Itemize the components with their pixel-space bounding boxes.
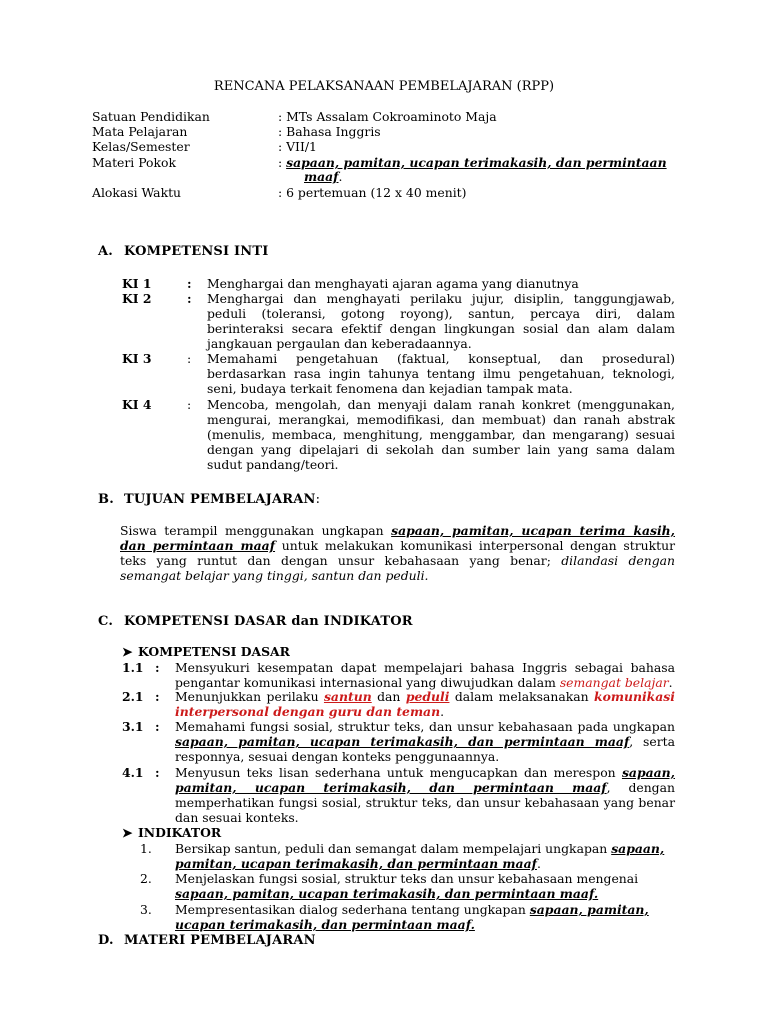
kd-2-1-code: 2.1: [122, 689, 144, 704]
arrow-bullet-icon: ➤: [122, 644, 133, 659]
kd-4-1-colon: :: [155, 765, 160, 780]
value-materi-pokok-line1: : sapaan, pamitan, ucapan terimakasih, dan permintaan: [278, 155, 667, 170]
value-satuan-pendidikan: : MTs Assalam Cokroaminoto Maja: [278, 109, 497, 124]
ki3-code: KI 3: [122, 351, 152, 366]
label-alokasi-waktu: Alokasi Waktu: [92, 185, 182, 200]
label-kelas-semester: Kelas/Semester: [92, 139, 190, 154]
ki2-code: KI 2: [122, 291, 152, 306]
ki4-code: KI 4: [122, 397, 152, 412]
kd-2-1-colon: :: [155, 689, 160, 704]
ki4-text: Mencoba, mengolah, dan menyaji dalam ranah konkret (menggunakan, mengurai, merangkai, memodifikasi, dan membuat) dan ranah abstrak (menulis, membaca, menghitung, menggambar, dan mengarang) sesuai dengan yang dipelajari di sekolah dan sumber lain yang sama dalam sudut pandang/teori.: [207, 397, 675, 472]
ki4-colon: :: [187, 397, 192, 412]
kd-4-1-text: Menyusun teks lisan sederhana untuk mengucapkan dan merespon sapaan, pamitan, ucapan terimakasih, dan permintaan maaf, dengan memperhatikan fungsi sosial, struktur teks, dan unsur kebahasaan yang benar dan sesuai konteks.: [175, 765, 675, 825]
ki1-text: Menghargai dan menghayati ajaran agama yang dianutnya: [207, 276, 579, 291]
indikator-2-number: 2.: [140, 871, 152, 886]
indikator-1-number: 1.: [140, 841, 152, 856]
ki3-colon: :: [187, 351, 192, 366]
ki1-code: KI 1: [122, 276, 152, 291]
indikator-3-line2: ucapan terimakasih, dan permintaan maaf.: [175, 917, 475, 932]
indikator-heading: ➤ INDIKATOR: [122, 825, 222, 840]
section-b-heading: B. TUJUAN PEMBELAJARAN:: [98, 492, 321, 507]
kd-4-1-code: 4.1: [122, 765, 144, 780]
kd-3-1-colon: :: [155, 719, 160, 734]
arrow-bullet-icon: ➤: [122, 825, 133, 840]
kd-3-1-text: Memahami fungsi sosial, struktur teks, dan unsur kebahasaan pada ungkapan sapaan, pamitan, ucapan terimakasih, dan permintaan maaf, serta responnya, sesuai dengan konteks penggunaannya.: [175, 719, 675, 764]
value-materi-pokok-line2: maaf.: [304, 169, 343, 184]
indikator-3-line1: Mempresentasikan dialog sederhana tentang ungkapan sapaan, pamitan,: [175, 902, 649, 917]
indikator-3-number: 3.: [140, 902, 152, 917]
ki2-colon: :: [187, 291, 192, 306]
ki3-text: Memahami pengetahuan (faktual, konseptual, dan prosedural) berdasarkan rasa ingin tahunya tentang ilmu pengetahuan, teknologi, seni, budaya terkait fenomena dan kejadian tampak mata.: [207, 351, 675, 396]
value-kelas-semester: : VII/1: [278, 139, 317, 154]
label-materi-pokok: Materi Pokok: [92, 155, 176, 170]
kd-1-1-colon: :: [155, 660, 160, 675]
kd-1-1-text: Mensyukuri kesempatan dapat mempelajari bahasa Inggris sebagai bahasa pengantar komunikasi internasional yang diwujudkan dalam semangat belajar.: [175, 660, 675, 690]
section-a-heading: A. KOMPETENSI INTI: [98, 244, 269, 259]
tujuan-paragraph: Siswa terampil menggunakan ungkapan sapaan, pamitan, ucapan terima kasih, dan permintaan maaf untuk melakukan komunikasi interpersonal dengan struktur teks yang runtut dan dengan unsur kebahasaan yang benar; dilandasi dengan semangat belajar yang tinggi, santun dan peduli.: [120, 523, 675, 583]
kd-3-1-code: 3.1: [122, 719, 144, 734]
indikator-2-line1: Menjelaskan fungsi sosial, struktur teks dan unsur kebahasaan mengenai: [175, 871, 639, 886]
indikator-1-line1: Bersikap santun, peduli dan semangat dalam mempelajari ungkapan sapaan,: [175, 841, 665, 856]
indikator-1-line2: pamitan, ucapan terimakasih, dan permintaan maaf.: [175, 856, 541, 871]
section-c-heading: C. KOMPETENSI DASAR dan INDIKATOR: [98, 614, 413, 629]
kd-2-1-text: Menunjukkan perilaku santun dan peduli dalam melaksanakan komunikasi interpersonal dengan guru dan teman.: [175, 689, 675, 719]
kd-1-1-code: 1.1: [122, 660, 144, 675]
value-mata-pelajaran: : Bahasa Inggris: [278, 124, 381, 139]
indikator-2-line2: sapaan, pamitan, ucapan terimakasih, dan permintaan maaf.: [175, 886, 599, 901]
label-satuan-pendidikan: Satuan Pendidikan: [92, 109, 210, 124]
ki1-colon: :: [187, 276, 192, 291]
kompetensi-dasar-heading: ➤ KOMPETENSI DASAR: [122, 644, 290, 659]
ki2-text: Menghargai dan menghayati perilaku jujur, disiplin, tanggungjawab, peduli (toleransi, gotong royong), santun, percaya diri, dalam berinteraksi secara efektif dengan lingkungan sosial dan alam dalam jangkauan pergaulan dan keberadaannya.: [207, 291, 675, 351]
value-alokasi-waktu: : 6 pertemuan (12 x 40 menit): [278, 185, 467, 200]
label-mata-pelajaran: Mata Pelajaran: [92, 124, 188, 139]
section-d-heading: D. MATERI PEMBELAJARAN: [98, 933, 316, 948]
document-title: RENCANA PELAKSANAAN PEMBELAJARAN (RPP): [213, 79, 555, 94]
